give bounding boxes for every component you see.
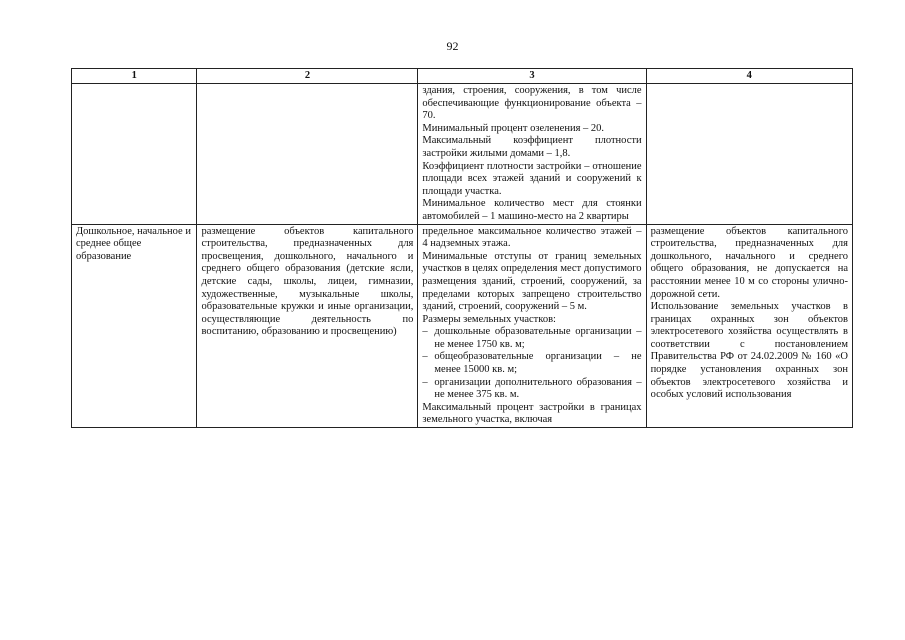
param-paragraph: Минимальное количество мест для стоянки автомобилей – 1 машино-место на 2 квартиры	[422, 198, 642, 222]
cell-description	[197, 84, 418, 225]
column-header-3: 3	[418, 69, 646, 84]
list-item	[422, 377, 641, 402]
list-item	[422, 326, 641, 351]
column-header-4: 4	[646, 69, 852, 84]
param-paragraph: Максимальный коэффициент плотности застройки жилыми домами – 1,8.	[422, 135, 642, 159]
page-number: 92	[446, 39, 459, 53]
param-paragraph: Коэффициент плотности застройки – отношение площади всех этажей зданий и сооружений к площади участка.	[422, 160, 642, 197]
list-marker: –	[422, 376, 428, 388]
list-item-text: общеобразовательные организации – не менее 15000 кв. м;	[434, 351, 642, 376]
cell-restrictions	[646, 224, 852, 428]
regulations-table	[71, 68, 853, 428]
cell-parameters	[418, 224, 646, 428]
cell-use-type: Дошкольное, начальное и среднее общее образование	[72, 224, 197, 428]
param-paragraph: Минимальные отступы от границ земельных участков в целях определения мест допустимого размещения зданий, строений, сооружений, за пределами которых запрещено строительство зданий, строений, сооружений – 5 м.	[422, 250, 642, 313]
restriction-paragraph: Использование земельных участков в границах охранных зон объектов электросетевого хозяйства осуществлять в соответствии с постановлением Правительства РФ от 24.02.2009 № 160 «О порядке установления охранных зон объектов электросетевого хозяйства и особых условий использования	[650, 301, 848, 401]
param-paragraph: предельное максимальное количество этажей – 4 надземных этажа.	[422, 225, 642, 250]
table-row-continued	[72, 84, 853, 225]
list-marker: –	[422, 326, 428, 338]
table-row-education	[72, 224, 853, 428]
param-paragraph: Максимальный процент застройки в границах земельного участка, включая	[422, 401, 642, 426]
restriction-paragraph: размещение объектов капитального строительства, предназначенных для дошкольного, начального и среднего общего образования, не допускается на расстоянии менее 10 м со стороны улично-дорожной сети.	[650, 225, 848, 300]
param-paragraph: Размеры земельных участков:	[422, 313, 556, 325]
param-paragraph: здания, строения, сооружения, в том числе обеспечивающие функционирование объекта – 70.	[422, 85, 642, 122]
list-item-text: дошкольные образовательные организации – не менее 1750 кв. м;	[434, 326, 642, 350]
column-header-1: 1	[72, 69, 197, 84]
list-marker: –	[422, 351, 428, 363]
column-header-2: 2	[197, 69, 418, 84]
list-item	[422, 351, 641, 376]
header-row	[72, 69, 853, 84]
cell-restrictions	[646, 84, 852, 225]
cell-use-type	[72, 84, 197, 225]
param-paragraph: Минимальный процент озеленения – 20.	[422, 122, 605, 134]
list-item-text: организации дополнительного образования – не менее 375 кв. м.	[434, 376, 642, 401]
cell-parameters	[418, 84, 646, 225]
cell-description: размещение объектов капитального строительства, предназначенных для просвещения, дошкольного, начального и среднего общего образования (детские ясли, детские сады, школы, лицеи, гимназии, художественные, музыкальные школы, образовательные кружки и иные организации, осуществляющие деятельность по воспитанию, образованию и просвещению)	[197, 224, 418, 428]
